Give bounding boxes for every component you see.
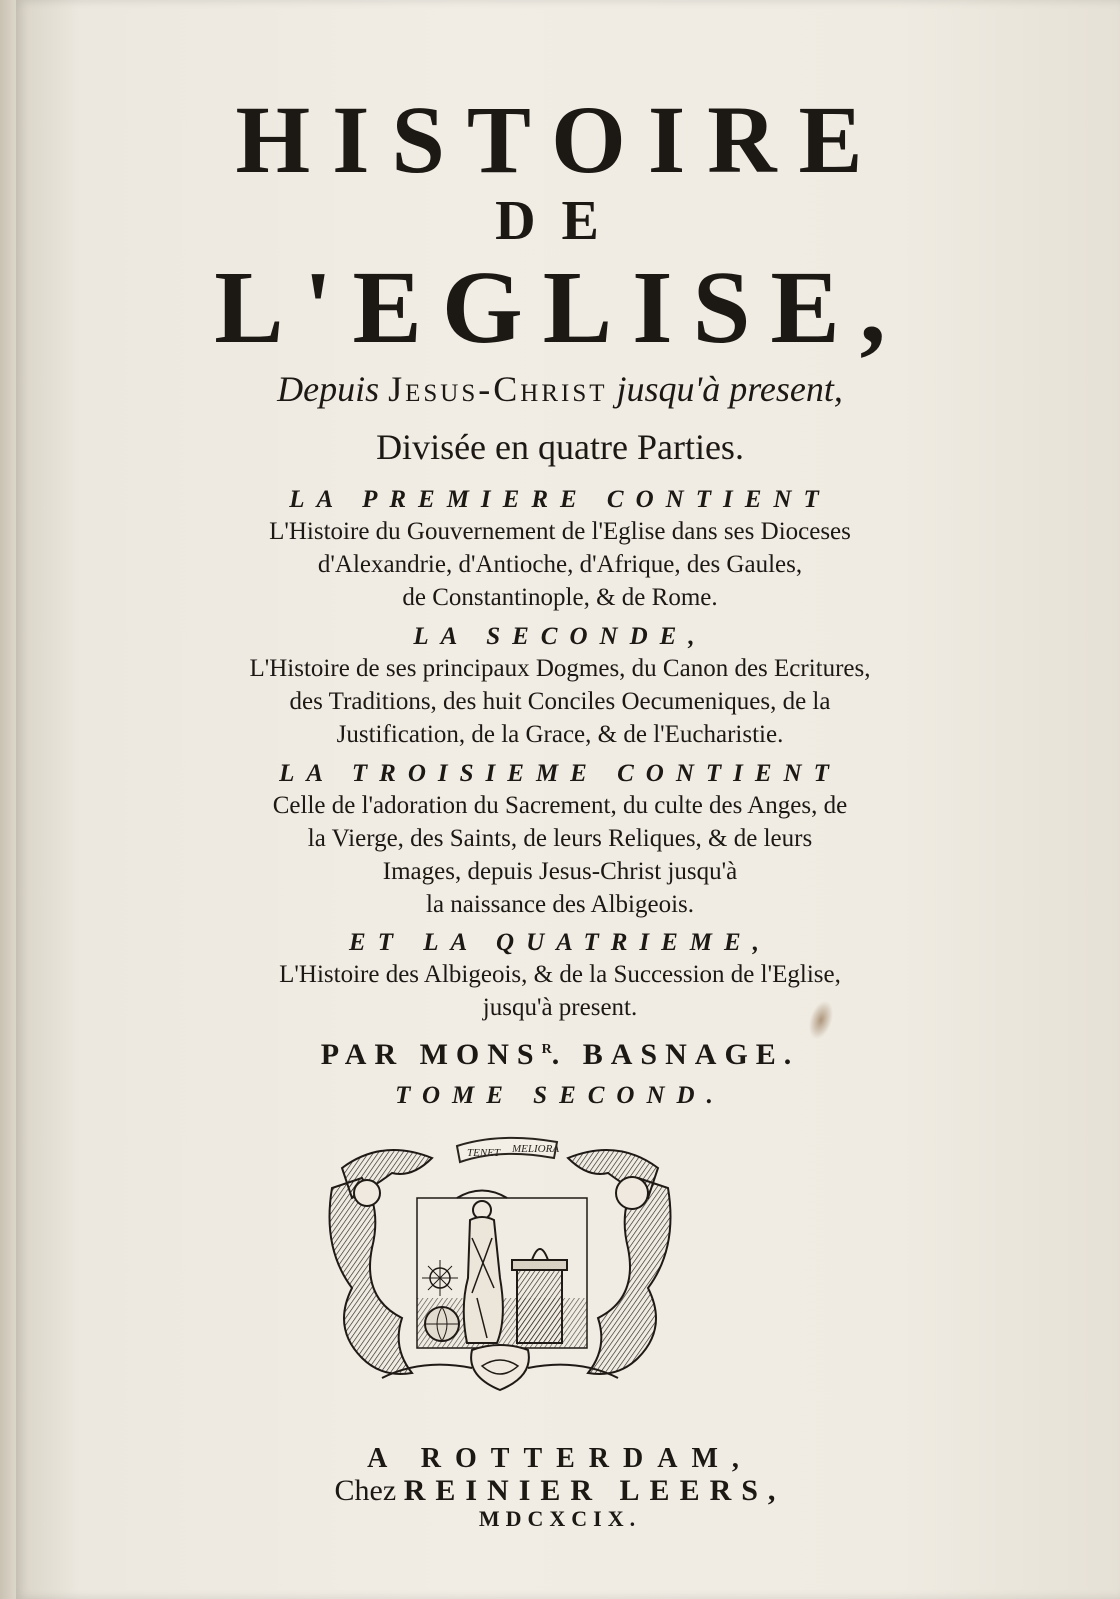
section-2-line: L'Histoire de ses principaux Dogmes, du Canon des Ecritures,: [249, 655, 871, 682]
volume-line: TOME SECOND.: [395, 1082, 725, 1109]
imprint-year: MDCXCIX.: [478, 1506, 642, 1531]
section-3-line: Celle de l'adoration du Sacrement, du culte des Anges, de: [272, 792, 848, 819]
title-line-histoire: HISTOIRE: [235, 86, 885, 193]
imprint-chez: Chez: [334, 1474, 397, 1507]
section-4-line: jusqu'à present.: [482, 994, 638, 1021]
section-4-heading: ET LA QUATRIEME,: [349, 929, 771, 956]
section-1-heading: LA PREMIERE CONTIENT: [289, 486, 831, 513]
printer-device-vignette: [322, 1128, 678, 1398]
section-2-line: Justification, de la Grace, & de l'Eucharistie.: [336, 721, 784, 748]
section-4-body: [0, 958, 1120, 1024]
section-1-line: L'Histoire du Gouvernement de l'Eglise dans ses Dioceses: [269, 518, 851, 545]
subtitle: [0, 370, 1120, 410]
section-3-line: la Vierge, des Saints, de leurs Reliques, & de leurs: [307, 825, 813, 852]
section-2-line: des Traditions, des huit Conciles Oecumeniques, de la: [289, 688, 831, 715]
section-1-body: [0, 515, 1120, 614]
section-1-line: de Constantinople, & de Rome.: [402, 584, 718, 611]
section-3-line: la naissance des Albigeois.: [426, 891, 694, 918]
section-3-line: Images, depuis Jesus-Christ jusqu'à: [382, 858, 738, 885]
section-3-body: [0, 789, 1120, 921]
subtitle-name: Jesus-Christ: [388, 369, 608, 409]
section-1-line: d'Alexandrie, d'Antioche, d'Afrique, des Gaules,: [317, 551, 803, 578]
section-2-body: [0, 652, 1120, 751]
motto-right: MELIORA: [512, 1143, 560, 1155]
motto-left: TENET: [467, 1147, 501, 1159]
section-2-heading: LA SECONDE,: [413, 623, 707, 650]
title-line-eglise: L'EGLISE,: [214, 250, 906, 365]
subtitle-pre: Depuis: [277, 369, 380, 409]
imprint-publisher-line: [0, 1474, 1120, 1507]
imprint-place: A ROTTERDAM,: [367, 1443, 753, 1474]
title-line-de: DE: [495, 190, 625, 252]
section-4-line: L'Histoire des Albigeois, & de la Succession de l'Eglise,: [279, 961, 841, 988]
author-line: [0, 1038, 1120, 1072]
division-line: Divisée en quatre Parties.: [376, 427, 744, 467]
author-sup: R: [541, 1042, 552, 1057]
imprint-publisher: REINIER LEERS,: [403, 1474, 786, 1507]
author-name: . BASNAGE.: [551, 1038, 800, 1071]
author-prefix: PAR MONS: [320, 1038, 542, 1071]
subtitle-post: jusqu'à present,: [616, 369, 843, 409]
section-3-heading: LA TROISIEME CONTIENT: [279, 760, 841, 787]
